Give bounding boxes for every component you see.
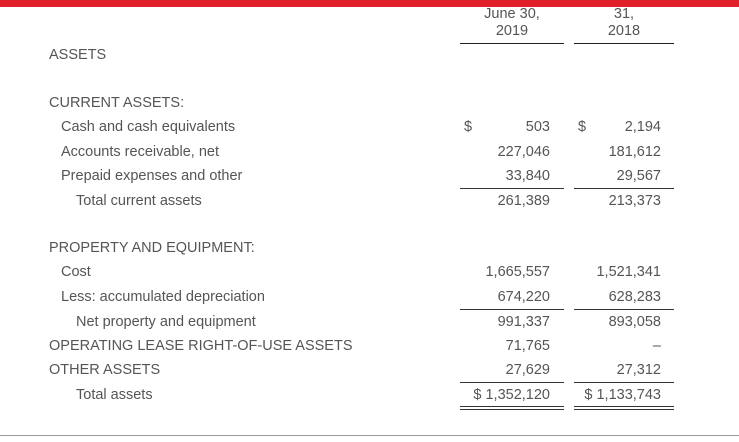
subtotal-rule [574, 382, 674, 383]
value-cost-2019: 1,665,557 [485, 264, 550, 280]
column-header-2018 [574, 6, 674, 40]
bottom-divider [0, 435, 739, 436]
row-label-cash: Cash and cash equivalents [61, 119, 236, 135]
row-label-total-assets: Total assets [76, 387, 153, 403]
column-header-2019 [460, 6, 564, 40]
value-ar-2019: 227,046 [497, 144, 550, 160]
column-header-2018-line1: 31, [613, 6, 635, 22]
column-header-2019-line2: 2019 [495, 23, 529, 39]
row-label-accumulated-depreciation: Less: accumulated depreciation [61, 289, 265, 305]
currency-symbol: $ [464, 119, 473, 135]
currency-symbol: $ [578, 119, 587, 135]
row-label-rou-assets: OPERATING LEASE RIGHT-OF-USE ASSETS [49, 338, 353, 354]
column-header-underline [574, 43, 674, 44]
value-total-current-2018: 213,373 [608, 193, 661, 209]
row-label-net-property: Net property and equipment [76, 314, 256, 330]
value-other-2018: 27,312 [616, 362, 661, 378]
value-total-current-2019: 261,389 [497, 193, 550, 209]
value-accum-dep-2019: 674,220 [497, 289, 550, 305]
column-header-2018-line2: 2018 [607, 23, 641, 39]
value-net-ppe-2018: 893,058 [608, 314, 661, 330]
section-label-assets: ASSETS [49, 47, 107, 63]
row-label-prepaid: Prepaid expenses and other [61, 168, 243, 184]
row-label-accounts-receivable: Accounts receivable, net [61, 144, 219, 160]
value-ar-2018: 181,612 [608, 144, 661, 160]
value-rou-2018: – [652, 338, 661, 354]
row-label-cost: Cost [61, 264, 91, 280]
column-header-2019-line1: June 30, [484, 6, 540, 22]
section-label-property-equipment: PROPERTY AND EQUIPMENT: [49, 240, 255, 256]
subtotal-rule [460, 309, 564, 310]
column-header-underline [460, 43, 564, 44]
total-double-underline [574, 406, 674, 410]
subtotal-rule [574, 309, 674, 310]
value-net-ppe-2019: 991,337 [497, 314, 550, 330]
value-total-assets-2019: $ 1,352,120 [473, 387, 550, 403]
subtotal-rule [574, 188, 674, 189]
row-label-other-assets: OTHER ASSETS [49, 362, 161, 378]
value-prepaid-2018: 29,567 [616, 168, 661, 184]
value-cost-2018: 1,521,341 [596, 264, 661, 280]
subtotal-rule [460, 382, 564, 383]
row-label-total-current-assets: Total current assets [76, 193, 202, 209]
subtotal-rule [460, 188, 564, 189]
total-double-underline [460, 406, 564, 410]
value-prepaid-2019: 33,840 [505, 168, 550, 184]
value-cash-2019: 503 [525, 119, 550, 135]
value-other-2019: 27,629 [505, 362, 550, 378]
value-rou-2019: 71,765 [505, 338, 550, 354]
section-label-current-assets: CURRENT ASSETS: [49, 95, 185, 111]
value-total-assets-2018: $ 1,133,743 [584, 387, 661, 403]
value-cash-2018: 2,194 [624, 119, 661, 135]
value-accum-dep-2018: 628,283 [608, 289, 661, 305]
